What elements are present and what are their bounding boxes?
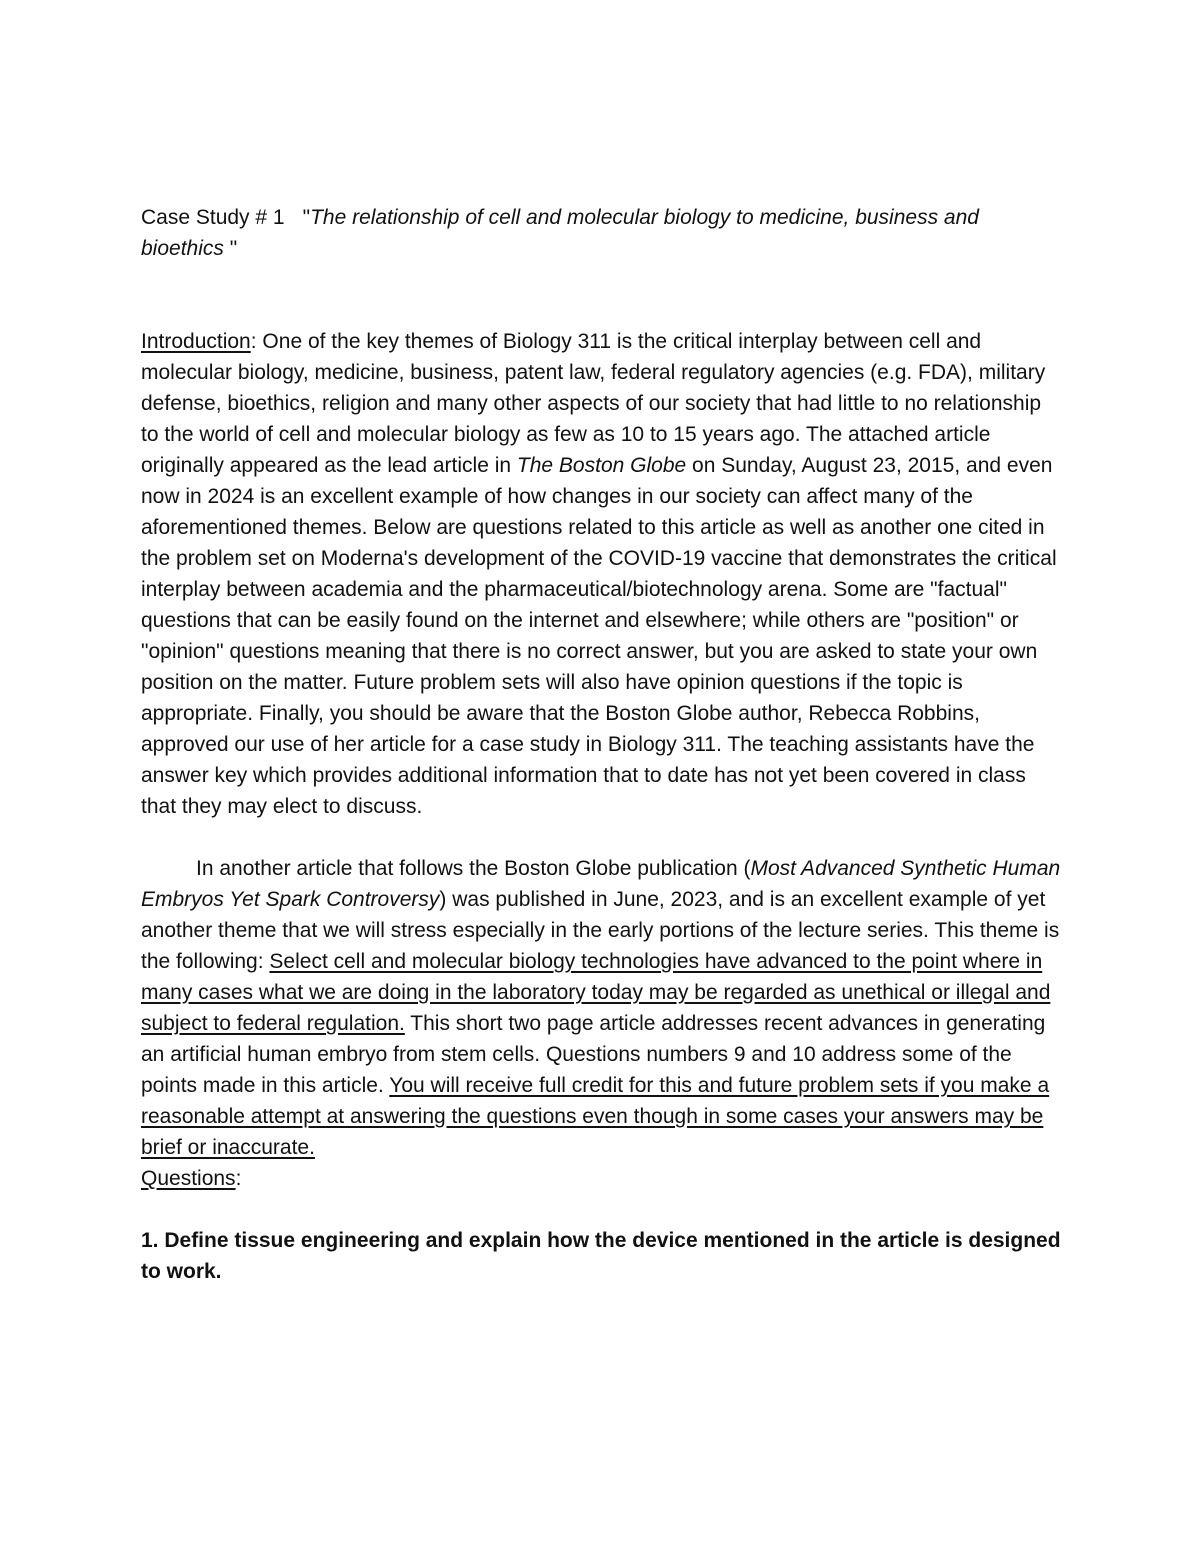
introduction-paragraph — [141, 326, 1063, 822]
introduction-text-1: One of the key themes of Biology 311 is the critical interplay between cell and molecular biology, medicine, business, patent law, federal regulatory agencies (e.g. FDA), military defense, bioethics, religion and many other aspects of our society that had little to no relationship to the world of cell and molecular biology as few as 10 to 15 years ago. The attached article originally appeared as the lead article in — [141, 330, 1046, 477]
publication-name: The Boston Globe — [516, 454, 687, 477]
second-paragraph — [141, 853, 1063, 1163]
introduction-label: Introduction — [141, 330, 251, 353]
second-paragraph-text-2: ) was published in June, 2023, and is an excellent example of yet another theme that we will stress especially in the early portions of the lecture series. This theme is the following: — [141, 888, 1060, 973]
case-study-number: Case Study # 1 — [141, 206, 285, 229]
document-title — [141, 202, 1063, 264]
title-close-quote: " — [223, 237, 238, 260]
title-open-quote: " — [302, 206, 311, 229]
credit-statement: You will receive full credit for this and future problem sets if you make a reasonable attempt at answering the questions even though in some cases your answers may be brief or inaccurate. — [141, 1074, 1050, 1159]
introduction-text-2: on Sunday, August 23, 2015, and even now in 2024 is an excellent example of how changes in our society can affect many of the aforementioned themes. Below are questions related to this article as well as another one cited in the problem set on Moderna's development of the COVID-19 vaccine that demonstrates the critical interplay between academia and the pharmaceutical/biotechnology arena. Some are "factual" questions that can be easily found on the internet and elsewhere; while others are "position" or "opinion" questions meaning that there is no correct answer, but you are asked to state your own position on the matter. Future problem sets will also have opinion questions if the topic is appropriate. Finally, you should be aware that the Boston Globe author, Rebecca Robbins, approved our use of her article for a case study in Biology 311. The teaching assistants have the answer key which provides additional information that to date has not yet been covered in class that they may elect to discuss. — [141, 454, 1057, 818]
case-study-title: The relationship of cell and molecular biology to medicine, business and bioethics — [141, 206, 979, 260]
theme-statement: Select cell and molecular biology technologies have advanced to the point where in many cases what we are doing in the laboratory today may be regarded as unethical or illegal and subject to federal regulation. — [141, 950, 1051, 1035]
questions-colon: : — [235, 1167, 242, 1190]
second-paragraph-text-3: This short two page article addresses recent advances in generating an artificial human embryo from stem cells. Questions numbers 9 and 10 address some of the points made in this article. — [141, 1012, 1046, 1097]
second-paragraph-text-1: In another article that follows the Boston Globe publication ( — [196, 857, 751, 880]
article-title: Most Advanced Synthetic Human Embryos Yet Spark Controversy — [141, 857, 1061, 911]
questions-label: Questions — [141, 1167, 236, 1190]
question-1: 1. Define tissue engineering and explain how the device mentioned in the article is designed to work. — [141, 1229, 1061, 1283]
document-page — [141, 202, 1063, 1287]
questions-heading — [141, 1163, 1063, 1194]
introduction-colon: : — [250, 330, 257, 353]
